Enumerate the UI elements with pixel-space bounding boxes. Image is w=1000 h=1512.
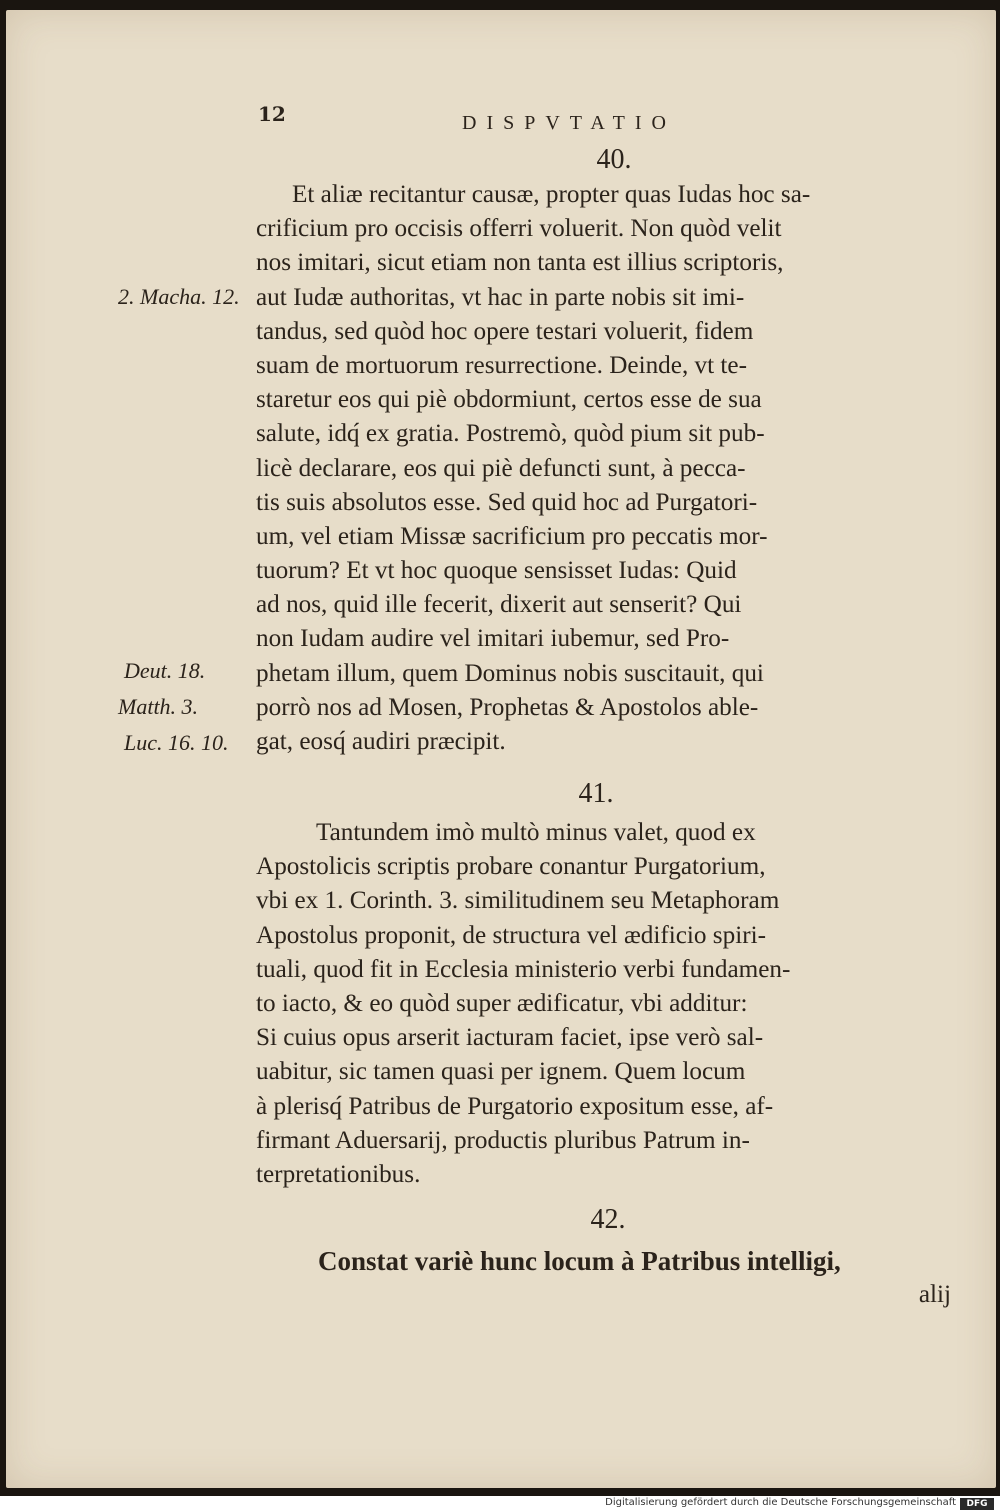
text-line: suam de mortuorum resurrectione. Deinde, vt te-: [256, 351, 747, 379]
text-line: à plerisq́ Patribus de Purgatorio expositum esse, af-: [256, 1092, 774, 1120]
text-line: um, vel etiam Missæ sacrificium pro peccatis mor-: [256, 522, 768, 550]
section-41-text: [256, 816, 951, 1192]
text-line: Constat variè hunc locum à Patribus intelligi,: [318, 1246, 841, 1276]
margin-note-matth: Matth. 3.: [118, 694, 199, 719]
text-line: gat, eosq́ audiri præcipit.: [256, 728, 506, 755]
margin-note-deut: Deut. 18.: [124, 658, 206, 683]
text-line: ad nos, quid ille fecerit, dixerit aut senserit? Qui: [256, 591, 742, 619]
text-line: aut Iudæ authoritas, vt hac in parte nobis sit imi-: [256, 283, 745, 311]
text-line: vbi ex 1. Corinth. 3. similitudinem seu Metaphoram: [256, 887, 780, 915]
catchword: alij: [918, 1281, 951, 1309]
text-line: Si cuius opus arserit iacturam faciet, ipse verò sal-: [256, 1024, 764, 1052]
text-line: tuali, quod fit in Ecclesia ministerio verbi fundamen-: [256, 955, 791, 983]
text-line: tuorum? Et vt hoc quoque sensisset Iudas: Quid: [256, 557, 737, 585]
section-number-40: 40.: [596, 144, 632, 175]
footer-credit: Digitalisierung gefördert durch die Deutsche Forschungsgemeinschaft: [605, 1497, 956, 1508]
text-line: crificium pro occisis offerri voluerit. Non quòd velit: [256, 215, 782, 243]
text-line: non Iudam audire vel imitari iubemur, sed Pro-: [256, 625, 730, 653]
section-40-text: [256, 178, 951, 759]
text-line: Apostolus proponit, de structura vel ædificio spiri-: [256, 921, 766, 949]
text-line: nos imitari, sicut etiam non tanta est illius scriptoris,: [256, 249, 784, 277]
text-line: uabitur, sic tamen quasi per ignem. Quem locum: [256, 1058, 746, 1086]
text-line: Apostolicis scriptis probare conantur Purgatorium,: [256, 853, 766, 881]
margin-note-macha: 2. Macha. 12.: [118, 284, 240, 309]
text-line: phetam illum, quem Dominus nobis suscitauit, qui: [256, 659, 764, 687]
dfg-logo-icon: DFG: [960, 1498, 994, 1510]
text-line: licè declarare, eos qui piè defuncti sunt, à pecca-: [256, 454, 746, 482]
text-line: firmant Aduersarij, productis pluribus Patrum in-: [256, 1126, 750, 1154]
book-page: [6, 10, 996, 1488]
text-line: tis suis absolutos esse. Sed quid hoc ad Purgatori-: [256, 488, 758, 516]
text-line: tandus, sed quòd hoc opere testari voluerit, fidem: [256, 317, 754, 345]
text-line: salute, idq́ ex gratia. Postremò, quòd pium sit pub-: [256, 420, 765, 448]
page-number: 12: [258, 102, 286, 126]
running-head: DISPVTATIO: [462, 112, 676, 134]
text-line: Tantundem imò multò minus valet, quod ex: [316, 819, 756, 846]
margin-note-luc: Luc. 16. 10.: [124, 730, 229, 755]
text-line: to iacto, & eo quòd super ædificatur, vbi additur:: [256, 989, 748, 1017]
section-number-41: 41.: [578, 778, 614, 809]
text-line: staretur eos qui piè obdormiunt, certos esse de sua: [256, 386, 762, 414]
section-42-text: [318, 1244, 951, 1312]
text-line: Et aliæ recitantur causæ, propter quas Iudas hoc sa-: [292, 181, 811, 208]
text-line: porrò nos ad Mosen, Prophetas & Apostolos able-: [256, 693, 759, 721]
section-number-42: 42.: [590, 1204, 626, 1235]
text-line: terpretationibus.: [256, 1160, 421, 1188]
